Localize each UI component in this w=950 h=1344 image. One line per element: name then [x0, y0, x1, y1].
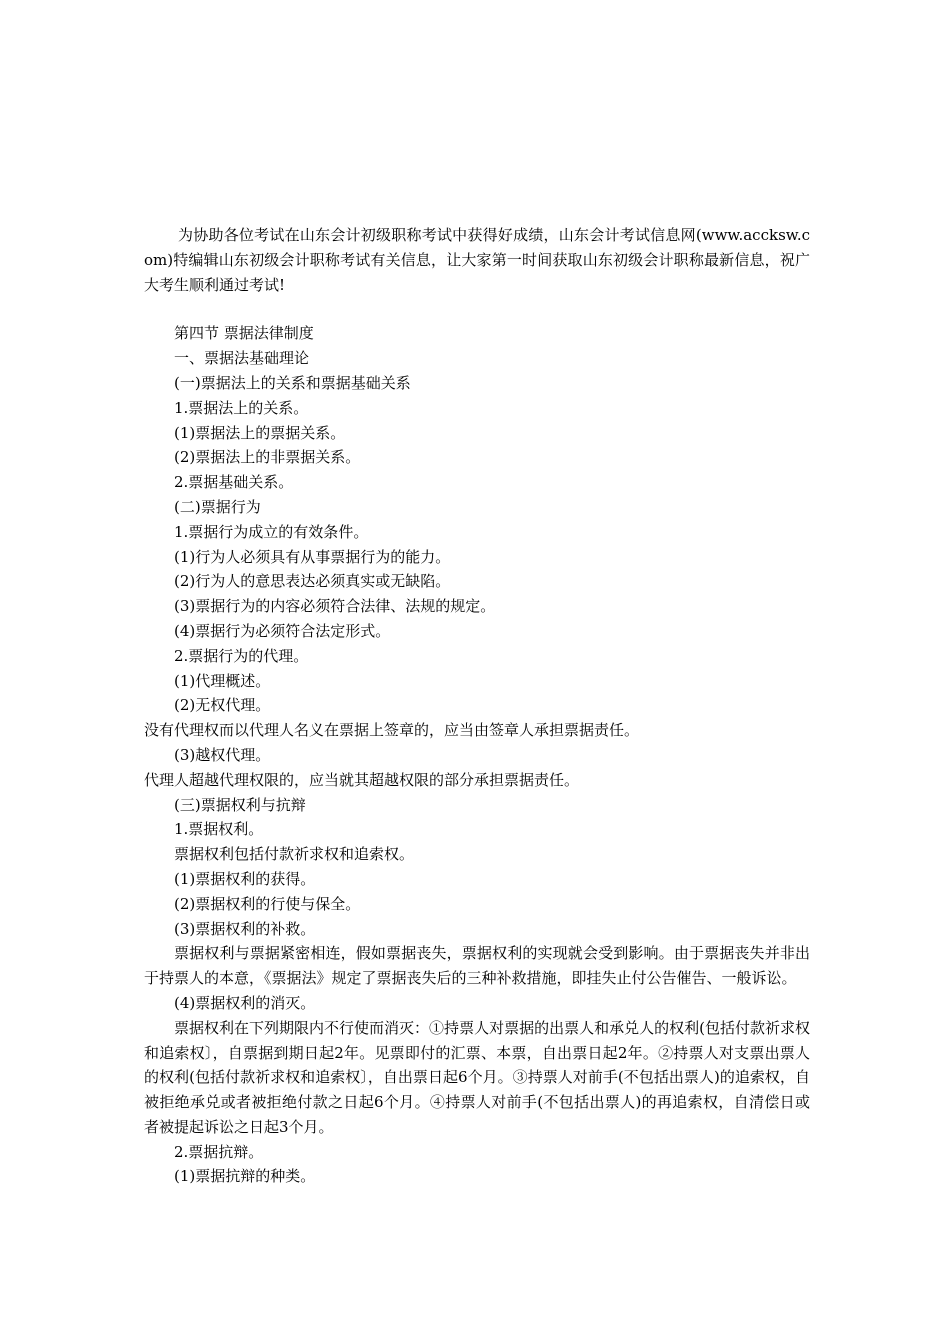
list-item: (1)行为人必须具有从事票据行为的能力。: [174, 547, 451, 566]
list-item: (4)票据权利的消灭。: [174, 993, 316, 1012]
list-item: (1)票据法上的票据关系。: [174, 423, 346, 442]
list-item: (3)票据权利的补救。: [174, 919, 316, 938]
intro-paragraph: 为协助各位考试在山东会计初级职称考试中获得好成绩，山东会计考试信息网(www.accksw.com)特编辑山东初级会计职称考试有关信息，让大家第一时间获取山东初级会计职称最新信息，祝广大考生顺利通过考试!: [144, 226, 810, 294]
list-item: 1.票据行为成立的有效条件。: [174, 522, 369, 541]
body-text: 票据权利包括付款祈求权和追索权。: [174, 845, 415, 864]
list-item: 1.票据权利。: [174, 820, 264, 839]
list-item: (3)票据行为的内容必须符合法律、法规的规定。: [174, 597, 496, 616]
list-item: (4)票据行为必须符合法定形式。: [174, 621, 391, 640]
list-item: (2)票据权利的行使与保全。: [174, 894, 361, 913]
list-item: (2)票据法上的非票据关系。: [174, 448, 361, 467]
list-item: (1)票据抗辩的种类。: [174, 1167, 316, 1186]
body-text: 没有代理权而以代理人名义在票据上签章的，应当由签章人承担票据责任。: [144, 721, 640, 740]
paragraph-gap: [144, 297, 810, 321]
body-paragraph-extinction: 票据权利在下列期限内不行使而消灭：①持票人对票据的出票人和承兑人的权利(包括付款祈求权和追索权〕，自票据到期日起2年。见票即付的汇票、本票，自出票日起2年。②持票人对支票出票人的权利(包括付款祈求权和追索权〕，自出票日起6个月。③持票人对前手(不包括出票人)的追索权，自被拒绝承兑或者被拒绝付款之日起6个月。④持票人对前手(不包括出票人)的再追索权，自清偿日或者被提起诉讼之日起3个月。: [144, 1018, 810, 1136]
list-item: (2)无权代理。: [174, 696, 271, 715]
heading-level-2: (三)票据权利与抗辩: [174, 795, 306, 814]
list-item: (2)行为人的意思表达必须真实或无缺陷。: [174, 572, 451, 591]
document-body: [144, 223, 810, 1189]
section-title: 第四节 票据法律制度: [174, 324, 314, 343]
heading-level-1: 一、票据法基础理论: [174, 349, 310, 368]
list-item: (3)越权代理。: [174, 745, 271, 764]
list-item: 1.票据法上的关系。: [174, 398, 309, 417]
heading-level-2: (一)票据法上的关系和票据基础关系: [174, 373, 411, 392]
list-item: 2.票据行为的代理。: [174, 646, 309, 665]
list-item: (1)票据权利的获得。: [174, 869, 316, 888]
heading-level-2: (二)票据行为: [174, 497, 261, 516]
list-item: (1)代理概述。: [174, 671, 271, 690]
body-text: 代理人超越代理权限的，应当就其超越权限的部分承担票据责任。: [144, 770, 580, 789]
body-paragraph-loss: 票据权利与票据紧密相连，假如票据丧失，票据权利的实现就会受到影响。由于票据丧失并非出于持票人的本意，《票据法》规定了票据丧失后的三种补救措施，即挂失止付公告催告、一般诉讼。: [144, 944, 810, 988]
list-item: 2.票据抗辩。: [174, 1142, 264, 1161]
list-item: 2.票据基础关系。: [174, 473, 294, 492]
